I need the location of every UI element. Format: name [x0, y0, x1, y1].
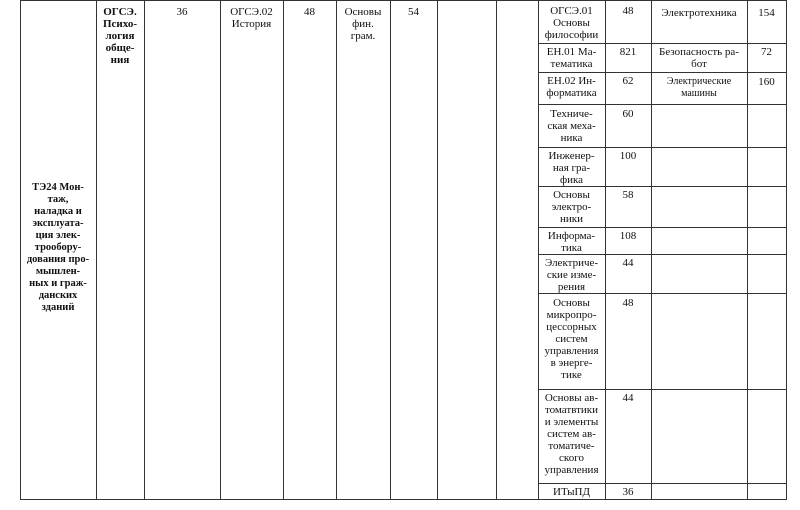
subject-name: Основы электро- ники	[551, 189, 592, 225]
row-divider	[538, 72, 651, 73]
table-border	[144, 0, 145, 500]
row-divider	[651, 254, 786, 255]
table-border	[651, 0, 652, 500]
table-border	[96, 0, 97, 500]
row-divider	[538, 186, 651, 187]
subject-name: ОГСЭ. Психо- логия обще- ния	[102, 6, 138, 66]
table-border	[390, 0, 391, 500]
subject-hours: 54	[408, 6, 419, 18]
subject-name: ЕН.02 Ин- форматика	[546, 75, 597, 99]
subject-hours: 44	[622, 392, 634, 404]
subject-hours: 58	[622, 189, 634, 201]
table-border	[437, 0, 438, 500]
row-divider	[651, 389, 786, 390]
subject-hours: 72	[761, 46, 772, 58]
table-border	[786, 0, 787, 500]
row-divider	[651, 293, 786, 294]
table-border	[220, 0, 221, 500]
subject-hours: 44	[622, 257, 634, 269]
table-border	[496, 0, 497, 500]
subject-hours: 36	[176, 6, 188, 18]
subject-hours: 62	[622, 75, 634, 87]
subject-name: Инженер- ная гра- фика	[548, 150, 595, 186]
subject-name: ОГСЭ.01 Основы философии	[544, 5, 599, 41]
subject-name: Безопасность ра- бот	[659, 46, 739, 70]
subject-name: Электрические машины	[666, 76, 732, 99]
subject-hours: 36	[622, 486, 634, 498]
row-divider	[538, 389, 651, 390]
table-border	[283, 0, 284, 500]
row-divider	[538, 43, 651, 44]
table-border	[747, 0, 748, 500]
subject-name: ИТыПД	[553, 486, 590, 498]
subject-hours: 160	[758, 76, 775, 88]
subject-name: Основы микропро- цессорных систем управления в энерге- тике	[544, 297, 599, 381]
subject-name: Информа- тика	[547, 230, 596, 254]
row-divider	[651, 104, 786, 105]
subject-name: ОГСЭ.02 История	[230, 6, 273, 30]
row-divider	[651, 227, 786, 228]
subject-name: Техниче- ская меха- ника	[547, 108, 596, 144]
row-divider	[651, 72, 786, 73]
subject-hours: 821	[619, 46, 637, 58]
row-divider	[538, 147, 651, 148]
subject-hours: 100	[619, 150, 637, 162]
subject-hours: 154	[758, 7, 775, 19]
row-divider	[651, 483, 786, 484]
subject-name: Электротехника	[661, 7, 737, 19]
specialty-name: ТЭ24 Мон- таж, наладка и эксплуата- ция элек- трообору- дования про- мышлен- ных и граж- данских зданий	[26, 182, 90, 313]
subject-name: ЕН.01 Ма- тематика	[546, 46, 597, 70]
subject-hours: 48	[304, 6, 315, 18]
row-divider	[538, 483, 651, 484]
row-divider	[651, 43, 786, 44]
subject-hours: 60	[622, 108, 634, 120]
subject-hours: 48	[622, 297, 634, 309]
subject-name: Основы ав- томатвтики и элементы систем ав- томатиче- ского управления	[544, 392, 599, 476]
table-border	[20, 0, 786, 1]
row-divider	[538, 227, 651, 228]
table-border	[20, 499, 786, 500]
row-divider	[538, 104, 651, 105]
subject-name: Основы фин. грам.	[344, 6, 382, 42]
subject-hours: 48	[622, 5, 634, 17]
subject-hours: 108	[619, 230, 637, 242]
subject-name: Электриче- ские изме- рения	[544, 257, 599, 293]
table-border	[336, 0, 337, 500]
row-divider	[651, 186, 786, 187]
row-divider	[651, 147, 786, 148]
row-divider	[538, 293, 651, 294]
row-divider	[538, 254, 651, 255]
